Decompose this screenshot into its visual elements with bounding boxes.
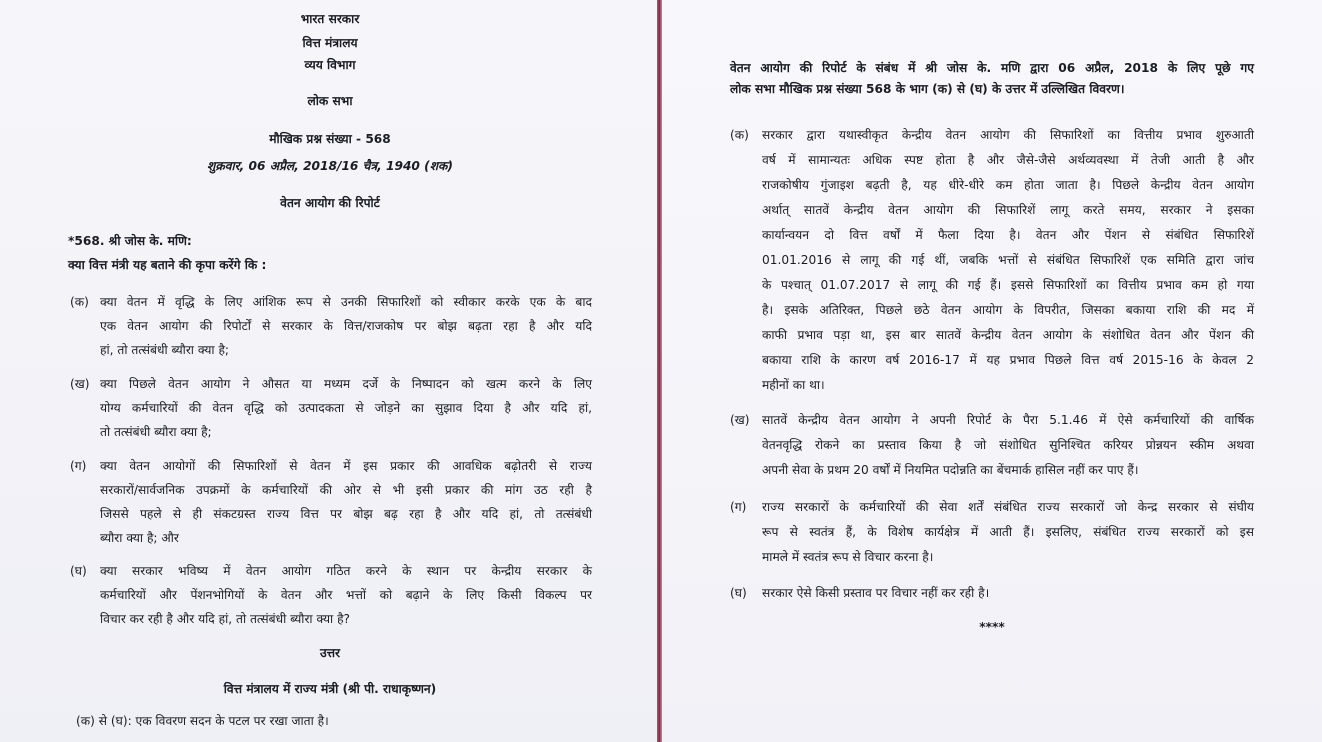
- question-line: एक वेतन आयोग की रिपोर्टों से सरकार के वित्त/राजकोष पर बोझ बढ़ता रहा है और यदि: [100, 319, 592, 333]
- house-name: लोक सभा: [307, 94, 353, 108]
- answer-line: है। इसके अतिरिक्त, पिछले छठे वेतन आयोग के विपरीत, जिसका बकाया राशि की मद में: [762, 303, 1254, 317]
- question-date: शुक्रवार, 06 अप्रैल, 2018/16 चैत्र, 1940 (शक): [207, 159, 453, 173]
- question-line: योग्य कर्मचारियों की वेतन वृद्धि को उत्पादकता से जोड़ने का सुझाव दिया है और यदि हां,: [100, 401, 592, 415]
- question-line: क्या वेतन आयोगों की सिफारिशों से वेतन में इस प्रकार की आवधिक बढ़ोतरी से राज्य: [100, 459, 592, 473]
- question-line: जिससे पहले से ही संकटग्रस्त राज्य वित्त पर बोझ बढ़ रहा है और यदि हां, तो तत्संबंधी: [100, 507, 592, 521]
- question-label: (क): [70, 295, 89, 309]
- subject-title: वेतन आयोग की रिपोर्ट: [280, 196, 380, 210]
- end-mark: ****: [979, 620, 1005, 634]
- answer-line: वर्ष में सामान्यतः अधिक स्पष्ट होता है और जैसे-जैसे अर्थव्यवस्था में तेजी आती है और: [762, 153, 1254, 167]
- right-page: [662, 0, 1322, 742]
- answer-line: के पश्चात् 01.07.2017 से लागू की गई हैं। इससे सिफारिशों का वित्तीय प्रभाव कम हो गया: [762, 278, 1254, 292]
- question-line: क्या पिछले वेतन आयोग ने औसत या मध्यम दर्जे के निष्पादन को खत्म करने के लिए: [100, 377, 592, 391]
- asker-name: *568. श्री जोस के. मणि:: [68, 234, 192, 248]
- statement-heading: लोक सभा मौखिक प्रश्न संख्या 568 के भाग (क) से (घ) के उत्तर में उल्लिखित विवरण।: [730, 82, 1125, 96]
- question-line: क्या सरकार भविष्य में वेतन आयोग गठित करने के स्थान पर केन्द्रीय सरकार के: [100, 564, 592, 578]
- answer-heading: उत्तर: [319, 646, 341, 660]
- answer-line: काफी प्रभाव पड़ा था, इस बार सातवें केन्द्रीय वेतन आयोग के संशोधित वेतन और पेंशन की: [762, 328, 1254, 342]
- question-label: (ग): [70, 459, 87, 473]
- answer-line: राजकोषीय गुंजाइश बढ़ती है, यह धीरे-धीरे कम होता जाता है। पिछले केन्द्रीय वेतन आयोग: [762, 178, 1254, 192]
- question-line: विचार कर रही है और यदि हां, तो तत्संबंधी ब्यौरा क्या है?: [100, 612, 351, 626]
- answer-line: सरकार द्वारा यथास्वीकृत केन्द्रीय वेतन आयोग की सिफारिशों का वित्तीय प्रभाव शुरुआती: [762, 128, 1254, 142]
- answer-text: (क) से (घ): एक विवरण सदन के पटल पर रखा जाता है।: [76, 714, 329, 728]
- answer-label: (ग): [730, 500, 747, 514]
- answer-line: सरकार ऐसे किसी प्रस्ताव पर विचार नहीं कर रही है।: [762, 586, 990, 600]
- question-number: मौखिक प्रश्न संख्या - 568: [269, 132, 391, 146]
- answer-line: सातवें केन्द्रीय वेतन आयोग ने अपनी रिपोर्ट के पैरा 5.1.46 में ऐसे कर्मचारियों की वार्षिक: [762, 413, 1254, 427]
- question-line: क्या वेतन में वृद्धि के लिए आंशिक रूप से उनकी सिफारिशों को स्वीकार करके एक के बाद: [100, 295, 592, 309]
- answer-line: रूप से स्वतंत्र हैं, के विशेष कार्यक्षेत्र में आती हैं। इसलिए, संबंधित राज्य सरकारों को इस: [762, 525, 1254, 539]
- answer-line: अर्थात् सातवें केन्द्रीय वेतन आयोग की सिफारिशें लागू करते समय, सरकार ने इसका: [762, 203, 1254, 217]
- header-line: व्यय विभाग: [304, 58, 356, 72]
- question-label: (ख): [70, 377, 90, 391]
- question-label: (घ): [70, 564, 87, 578]
- answer-line: 01.01.2016 से लागू की गई थीं, जबकि भत्तों से संबंधित सिफारिशें एक समिति द्वारा जांच: [762, 253, 1254, 267]
- question-line: कर्मचारियों और पेंशनभोगियों के वेतन और भत्तों को बढ़ाने के लिए किसी विकल्प पर: [100, 588, 592, 602]
- answer-label: (घ): [730, 586, 747, 600]
- answer-line: वेतनवृद्धि रोकने का प्रस्ताव किया है जो संशोधित सुनिश्चित करियर प्रोन्नयन स्कीम अथवा: [762, 438, 1254, 452]
- answer-line: कार्यान्वयन दो वित्त वर्षों में फैला दिया है। वेतन और पेंशन से संबंधित सिफारिशें: [762, 228, 1254, 242]
- header-line: भारत सरकार: [300, 12, 360, 26]
- question-prompt: क्या वित्त मंत्री यह बताने की कृपा करेंगे कि :: [68, 258, 267, 272]
- statement-heading: वेतन आयोग की रिपोर्ट के संबंध में श्री जोस के. मणि द्वारा 06 अप्रैल, 2018 के लिए पूछे गए: [730, 61, 1254, 75]
- question-line: सरकारों/सार्वजनिक उपक्रमों के कर्मचारियों की ओर से भी इसी प्रकार की मांग उठ रही है: [100, 483, 592, 497]
- minister-name: वित्त मंत्रालय में राज्य मंत्री (श्री पी. राधाकृष्णन): [223, 682, 437, 696]
- answer-label: (ख): [730, 413, 750, 427]
- question-line: ब्यौरा क्या है; और: [100, 531, 179, 545]
- answer-label: (क): [730, 128, 749, 142]
- header-line: वित्त मंत्रालय: [302, 36, 358, 50]
- answer-line: राज्य सरकारों के कर्मचारियों की सेवा शर्तें संबंधित राज्य सरकारों जो केन्द्र सरकार से संघीय: [762, 500, 1254, 514]
- answer-line: महीनों का था।: [762, 378, 825, 392]
- answer-line: अपनी सेवा के प्रथम 20 वर्षों में नियमित पदोन्नति का बेंचमार्क हासिल नहीं कर पाए हैं।: [762, 463, 1139, 477]
- question-line: तो तत्संबंधी ब्यौरा क्या है;: [100, 425, 212, 439]
- answer-line: बकाया राशि के कारण वर्ष 2016-17 में यह प्रभाव पिछले वित्त वर्ष 2015-16 के केवल 2: [762, 353, 1254, 367]
- question-line: हां, तो तत्संबंधी ब्यौरा क्या है;: [100, 343, 230, 357]
- left-page: [0, 0, 657, 742]
- answer-line: मामले में स्वतंत्र रूप से विचार करना है।: [762, 550, 934, 564]
